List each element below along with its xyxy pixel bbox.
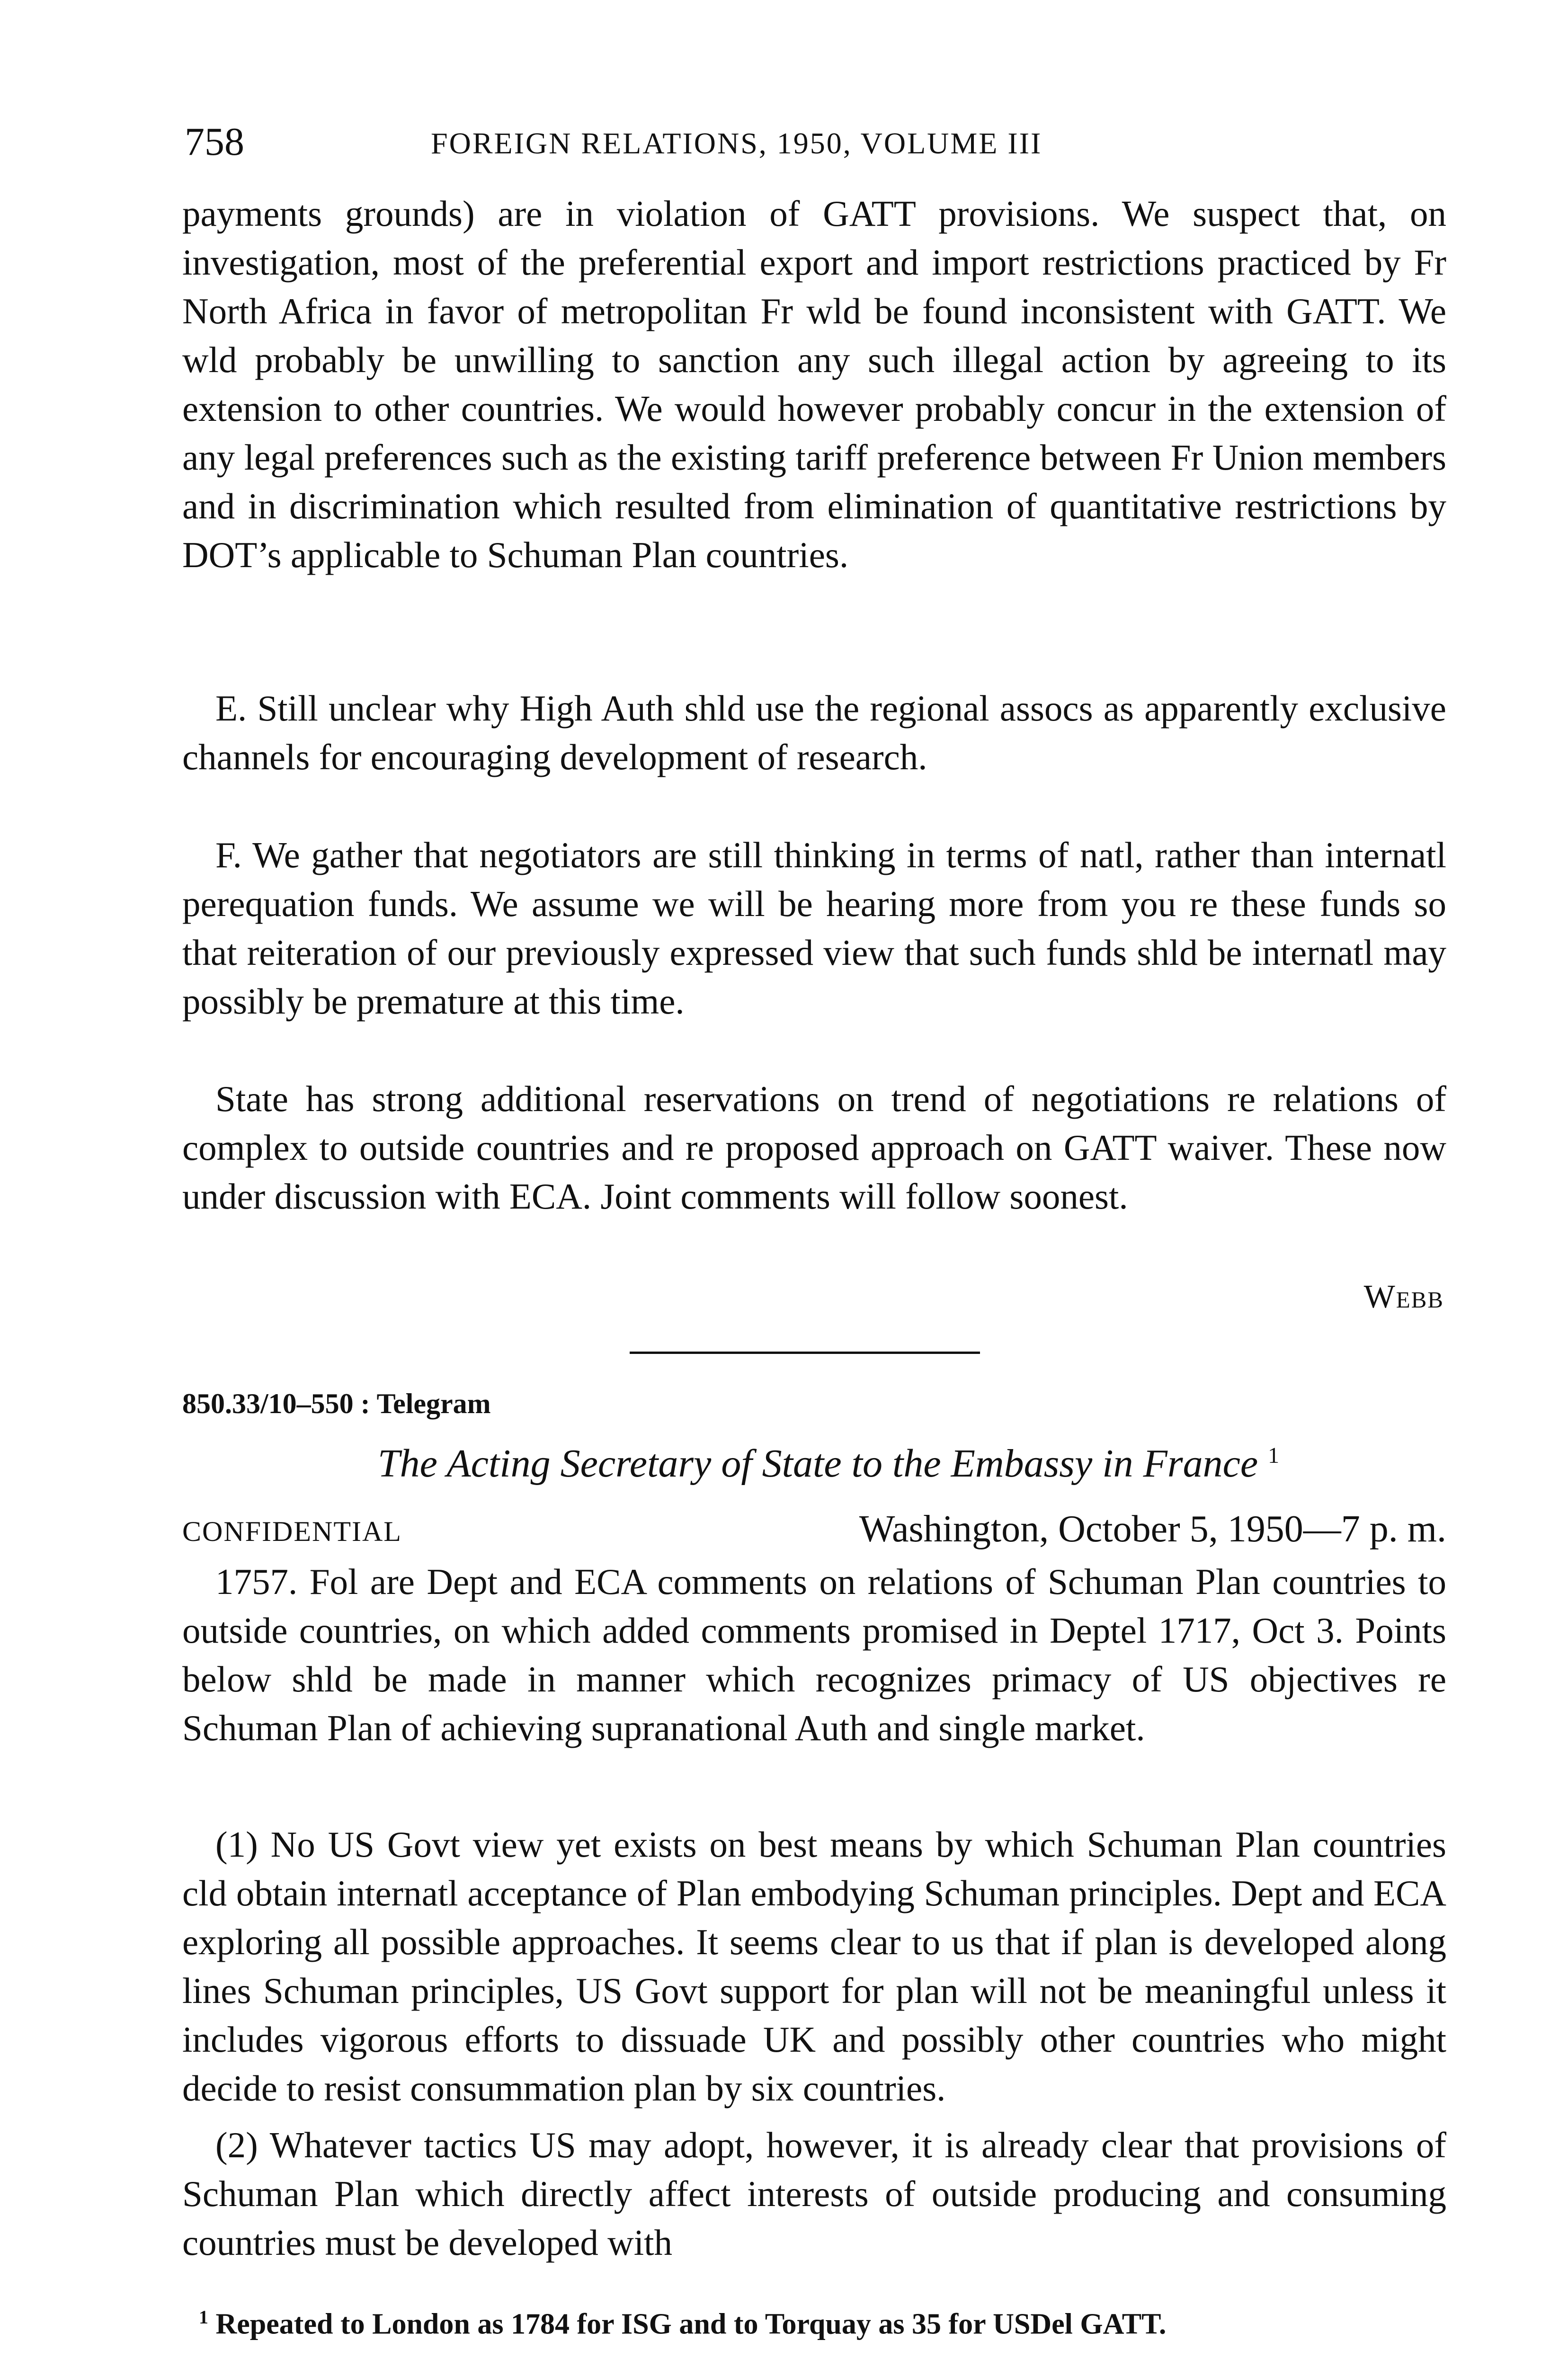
footnote <box>199 2296 1449 2346</box>
signature: Webb <box>1363 1279 1444 1315</box>
footnote-text: Repeated to London as 1784 for ISG and to Torquay as 35 for USDel GATT. <box>215 2308 1167 2340</box>
dateline: Washington, October 5, 1950—7 p. m. <box>859 1508 1446 1550</box>
classification-label: CONFIDENTIAL <box>182 1516 402 1547</box>
reservations-paragraph: State has strong additional reservations on trend of negotiations re relations of complex to outside countries and re proposed approach on GATT waiver. These now under discussion with ECA. Joint comments will follow soonest. <box>182 1078 1446 1217</box>
document-title-text: The Acting Secretary of State to the Embassy in France <box>377 1442 1258 1486</box>
continuation-paragraph: payments grounds) are in violation of GATT provisions. We suspect that, on investigation, most of the preferential export and import restrictions practiced by Fr North Africa in favor of metropolitan Fr wld be found inconsistent with GATT. We wld probably be unwilling to sanction any such illegal action by agreeing to its extension to other countries. We would however probably concur in the extension of any legal preferences such as the existing tariff preference between Fr Union members and in discrimination which resulted from elimination of quantitative restrictions by DOT’s applicable to Schuman Plan countries. <box>182 193 1446 575</box>
point-e-paragraph: E. Still unclear why High Auth shld use the regional assocs as apparently exclusive channels for encouraging development of research. <box>182 688 1446 777</box>
point-2-paragraph: (2) Whatever tactics US may adopt, however, it is already clear that provisions of Schuman Plan which directly affect interests of outside producing and consuming countries must be developed with <box>182 2125 1446 2263</box>
point-f-paragraph: F. We gather that negotiators are still thinking in terms of natl, rather than internatl perequation funds. We assume we will be hearing more from you re these funds so that reiteration of our previously expressed view that such funds shld be internatl may possibly be premature at this time. <box>182 835 1446 1022</box>
running-title: FOREIGN RELATIONS, 1950, VOLUME III <box>431 126 1042 160</box>
running-header <box>185 118 1439 170</box>
page-number: 758 <box>185 120 244 164</box>
point-1-paragraph: (1) No US Govt view yet exists on best means by which Schuman Plan countries cld obtain internatl acceptance of Plan embodying Schuman principles. Dept and ECA exploring all possible approaches. It seems clear to us that if plan is developed along lines Schuman principles, US Govt support for plan will not be meaningful unless it includes vigorous efforts to dissuade UK and possibly other countries who might decide to resist consummation plan by six countries. <box>182 1824 1446 2109</box>
footnote-marker: 1 <box>1268 1443 1280 1468</box>
section-divider <box>630 1352 980 1354</box>
telegram-opening-paragraph: 1757. Fol are Dept and ECA comments on relations of Schuman Plan countries to outside countries, on which added comments promised in Deptel 1717, Oct 3. Points below shld be made in manner which recognizes primacy of US objectives re Schuman Plan of achieving supranational Auth and single market. <box>182 1561 1446 1748</box>
file-reference: 850.33/10–550 : Telegram <box>182 1388 491 1419</box>
document-title <box>284 1430 1373 1490</box>
footnote-number: 1 <box>199 2306 208 2328</box>
